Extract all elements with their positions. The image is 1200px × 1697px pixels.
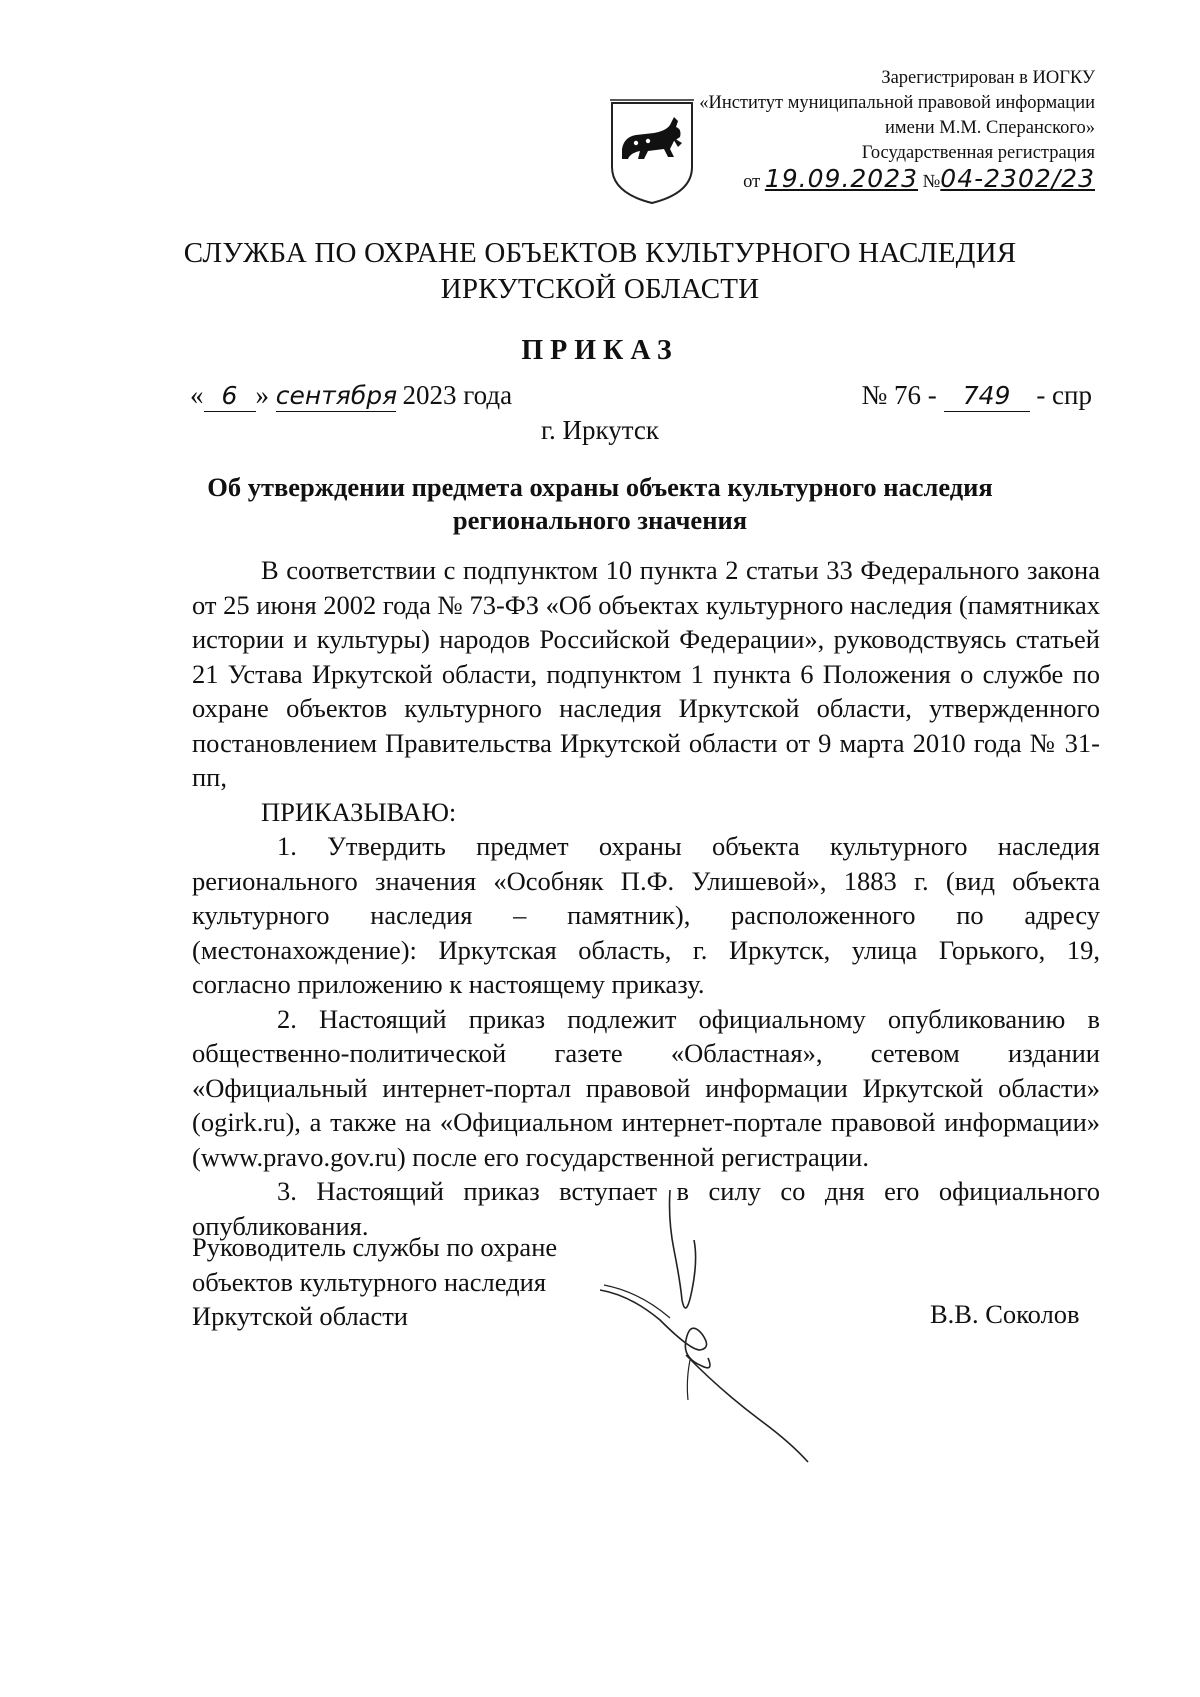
document-number bbox=[862, 380, 1092, 412]
registration-stamp bbox=[665, 66, 1095, 195]
irkutsk-coat-of-arms-icon bbox=[608, 97, 696, 207]
registration-line-2: «Институт муниципальной правовой информации bbox=[699, 93, 1095, 113]
registration-line-1: Зарегистрирован в ИОГКУ bbox=[881, 68, 1095, 88]
number-prefix: № 76 - bbox=[861, 380, 937, 410]
date-month: сентября bbox=[275, 381, 398, 410]
document-type: ПРИКАЗ bbox=[521, 335, 679, 366]
signer-name: В.В. Соколов bbox=[930, 1299, 1080, 1329]
date-close-quote: » bbox=[255, 380, 269, 410]
registration-from-prefix: от bbox=[743, 172, 761, 192]
preamble-paragraph: В соответствии с подпунктом 10 пункта 2 статьи 33 Федерального закона от 25 июня 2002 года № 73-ФЗ «Об объектах культурного наследия (памятниках истории и культуры) народов Российской Федерации», руководствуясь статьей 21 Устава Иркутской области, подпунктом 1 пункта 6 Положения о службе по охране объектов культурного наследия Иркутской области, утвержденного постановлением Правительства Иркутской области от 9 марта 2010 года № 31-пп, bbox=[192, 555, 1100, 792]
order-item-1: 1. Утвердить предмет охраны объекта культурного наследия регионального значения «Особняк П.Ф. Улишевой», 1883 г. (вид объекта культурного наследия – памятник), расположенного по адресу (местонахождение): Иркутская область, г. Иркутск, улица Горького, 19, согласно приложению к настоящему приказу. bbox=[192, 831, 1100, 999]
registration-number-line bbox=[665, 166, 1095, 195]
agency-name bbox=[0, 235, 1200, 307]
signer-position-line-2: объектов культурного наследия bbox=[192, 1266, 547, 1297]
signer-position-line-3: Иркутской области bbox=[192, 1301, 408, 1331]
agency-name-line-2: ИРКУТСКОЙ ОБЛАСТИ bbox=[440, 273, 760, 305]
registration-num-prefix: № bbox=[922, 172, 941, 192]
registration-line-4: Государственная регистрация bbox=[861, 143, 1095, 163]
registration-date: 19.09.2023 bbox=[764, 164, 919, 193]
number-value: 749 bbox=[944, 381, 1030, 412]
registration-line-3: имени М.М. Сперанского» bbox=[885, 118, 1095, 138]
order-verb: ПРИКАЗЫВАЮ: bbox=[261, 796, 457, 827]
number-suffix: - спр bbox=[1036, 380, 1092, 410]
handwritten-signature bbox=[590, 1180, 900, 1490]
date-open-quote: « bbox=[190, 380, 204, 410]
signer-position-line-1: Руководитель службы по охране bbox=[192, 1232, 558, 1262]
document-city: г. Иркутск bbox=[541, 415, 659, 445]
document-body bbox=[192, 553, 1100, 1243]
order-item-2: 2. Настоящий приказ подлежит официальному опубликованию в общественно-политической газете «Областная», сетевом издании «Официальный интернет-портал правовой информации Иркутской области» (ogirk.ru), а также на «Официальном интернет-портале правовой информации» (www.pravo.gov.ru) после его государственной регистрации. bbox=[192, 1003, 1100, 1172]
agency-name-line-1: СЛУЖБА ПО ОХРАНЕ ОБЪЕКТОВ КУЛЬТУРНОГО НАСЛЕДИЯ bbox=[183, 237, 1017, 269]
document-title bbox=[180, 471, 1020, 537]
document-date bbox=[190, 380, 512, 412]
registration-number: 04-2302/23 bbox=[940, 164, 1095, 193]
title-line-2: регионального значения bbox=[452, 505, 748, 535]
date-year: 2023 года bbox=[402, 380, 513, 410]
signer-position bbox=[192, 1230, 592, 1334]
order-item-3: 3. Настоящий приказ вступает в силу со дня его официального опубликования. bbox=[192, 1176, 1100, 1241]
title-line-1: Об утверждении предмета охраны объекта культурного наследия bbox=[207, 472, 993, 502]
date-day: 6 bbox=[204, 381, 256, 412]
